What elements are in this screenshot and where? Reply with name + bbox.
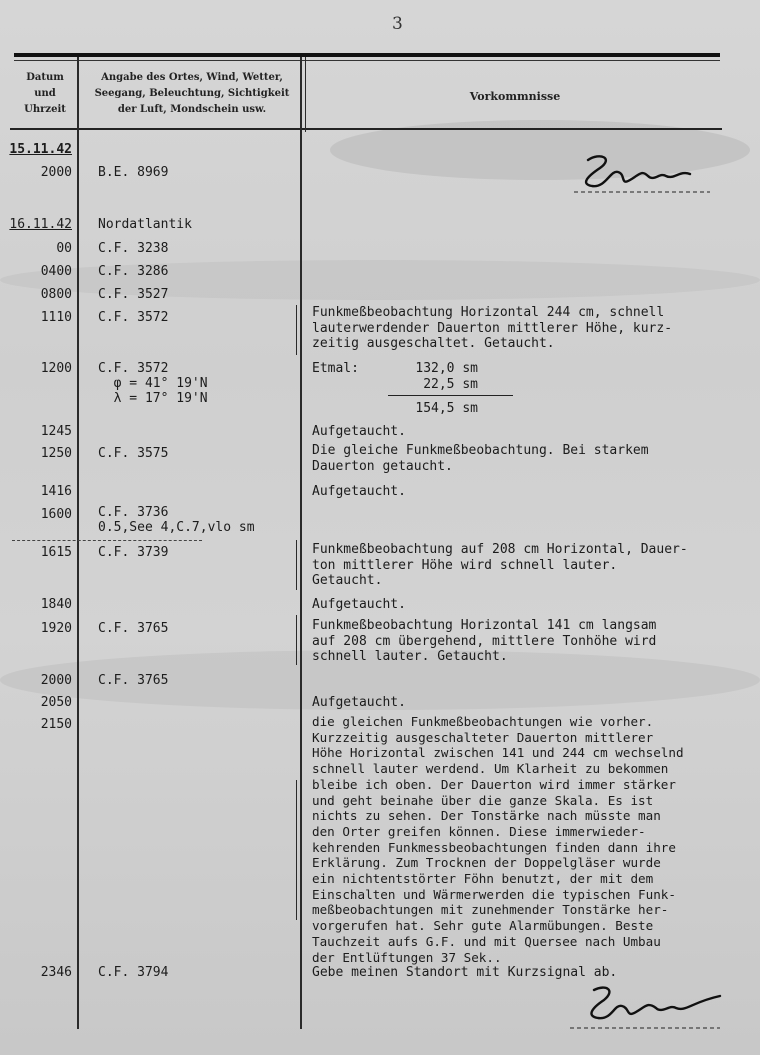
header-rule [10, 128, 722, 130]
time-cell: 2000 [40, 673, 72, 688]
event-note: die gleichen Funkmeßbeobachtungen wie vorher. Kurzzeitig ausgeschalteter Dauerton mittlerer Höhe Horizontal zwischen 141 und 244 cm wechselnd schnell lauter werdend. Um Klarheit zu bekommen bleibe ich oben. Der Dauerton wird immer stärker und geht beinahe über die ganze Skala. Es ist nichts zu sehen. Der Tonstärke nach müsste man den Orter greifen können. Diese immerwieder- kehrenden Funkmessbeobachtungen finden dann ihre Erklärung. Zum Trocknen der Doppelgläser wurde ein nichtentstörter Föhn benutzt, der mit dem Einschalten und Wärmerwerden die typischen Funk- meßbeobachtungen mit zunehmender Tonstärke her- vorgerufen hat. Sehr gute Alarmübungen. Beste Tauchzeit aufs G.F. und mit Quersee nach Umbau der Entlüftungen 37 Sek.. [312, 714, 684, 965]
etmal-value: 132,0 sm [415, 361, 478, 376]
top-rule [14, 53, 720, 57]
top-rule-thin [14, 60, 720, 61]
header-events: Vorkommnisse [469, 90, 561, 103]
etmal-value: 22,5 sm [423, 377, 478, 392]
place-cell: C.F. 3765 [98, 673, 169, 688]
event-note: Aufgetaucht. [312, 597, 406, 612]
place-cell: C.F. 3527 [98, 287, 169, 302]
margin-mark [296, 780, 297, 920]
header-place: Angabe des Ortes, Wind, Wetter, Seegang, Beleuchtung, Sichtigkeit der Luft, Mondschein usw. [94, 72, 290, 115]
time-cell: 2000 [40, 165, 72, 180]
date-cell: 15.11.42 [9, 142, 72, 157]
time-cell: 1600 [40, 507, 72, 522]
place-cell: C.F. 3794 [98, 965, 169, 980]
event-note: Aufgetaucht. [312, 424, 406, 439]
column-divider [305, 57, 306, 132]
etmal-total: 154,5 sm [415, 401, 478, 416]
event-note: Gebe meinen Standort mit Kurzsignal ab. [312, 965, 618, 980]
time-cell: 1840 [40, 597, 72, 612]
time-cell: 1250 [40, 446, 72, 461]
place-cell: C.F. 3739 [98, 545, 169, 560]
place-cell: C.F. 3736 0.5,See 4,C.7,vlo sm [98, 505, 255, 535]
etmal-label: Etmal: [312, 361, 359, 376]
time-cell: 1416 [40, 484, 72, 499]
etmal-sum-line [388, 395, 513, 396]
time-cell: 1200 [40, 361, 72, 376]
place-cell: C.F. 3572 φ = 41° 19'N λ = 17° 19'N [98, 361, 208, 406]
margin-mark [296, 615, 297, 665]
time-cell: 1920 [40, 621, 72, 636]
place-cell: B.E. 8969 [98, 165, 169, 180]
event-note: Aufgetaucht. [312, 695, 406, 710]
margin-mark [296, 305, 297, 355]
signature-commander [570, 980, 730, 1032]
page-number: 3 [392, 14, 403, 34]
event-note: Die gleiche Funkmeßbeobachtung. Bei starkem Dauerton getaucht. [312, 443, 649, 474]
time-cell: 2150 [40, 717, 72, 732]
time-cell: 0800 [40, 287, 72, 302]
column-divider [77, 57, 79, 1029]
time-cell: 2050 [40, 695, 72, 710]
place-cell: C.F. 3765 [98, 621, 169, 636]
header-date: Datum und Uhrzeit [24, 72, 66, 115]
event-note: Funkmeßbeobachtung Horizontal 141 cm langsam auf 208 cm übergehend, mittlere Tonhöhe wird schnell lauter. Getaucht. [312, 618, 657, 664]
time-cell: 2346 [40, 965, 72, 980]
place-cell: C.F. 3286 [98, 264, 169, 279]
time-cell: 1110 [40, 310, 72, 325]
time-cell: 1615 [40, 545, 72, 560]
margin-mark [296, 540, 297, 590]
separator-line [12, 540, 202, 541]
event-note: Funkmeßbeobachtung auf 208 cm Horizontal, Dauer- ton mittlerer Höhe wird schnell lauter. Getaucht. [312, 542, 688, 588]
column-divider [300, 57, 302, 1029]
place-cell: Nordatlantik [98, 217, 192, 232]
event-note: Aufgetaucht. [312, 484, 406, 499]
time-cell: 00 [56, 241, 72, 256]
time-cell: 1245 [40, 424, 72, 439]
event-note: Funkmeßbeobachtung Horizontal 244 cm, schnell lauterwerdender Dauerton mittlerer Höhe, kurz- zeitig ausgeschaltet. Getaucht. [312, 305, 673, 351]
time-cell: 0400 [40, 264, 72, 279]
place-cell: C.F. 3572 [98, 310, 169, 325]
date-cell: 16.11.42 [9, 217, 72, 232]
place-cell: C.F. 3575 [98, 446, 169, 461]
place-cell: C.F. 3238 [98, 241, 169, 256]
signature-commander [570, 148, 720, 196]
